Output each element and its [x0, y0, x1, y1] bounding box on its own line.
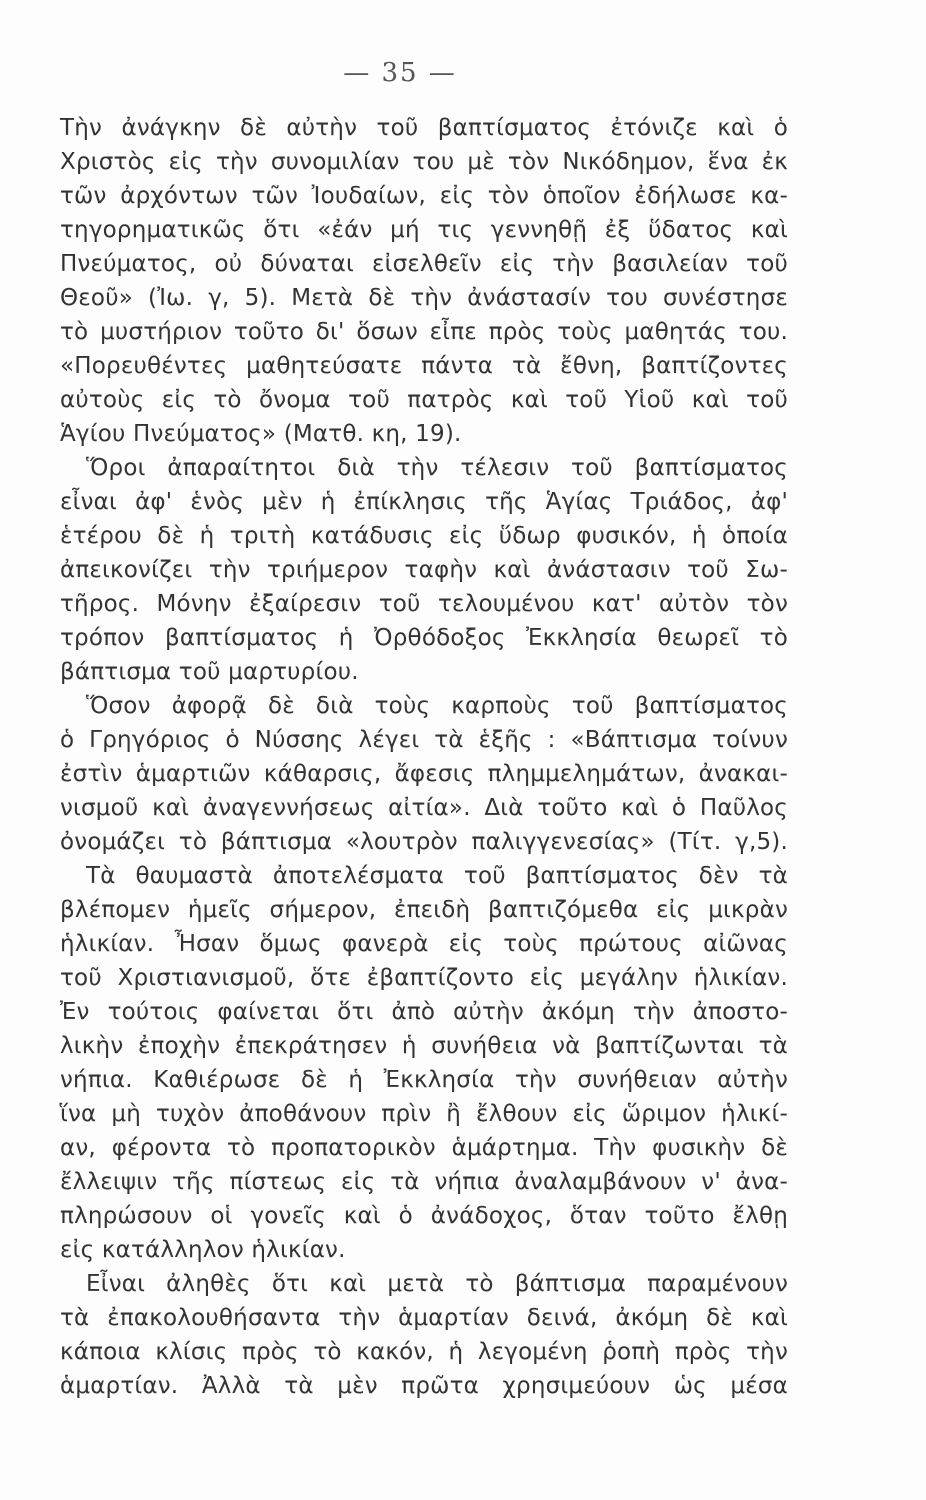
page-number: — 35 —: [343, 58, 457, 88]
text-line: ἔλλειψιν τῆς πίστεως εἰς τὰ νήπια ἀναλαμβάνουν ν' ἀνα-: [60, 1169, 788, 1195]
text-line: νισμοῦ καὶ ἀναγεννήσεως αἰτία». Διὰ τοῦτο καὶ ὁ Παῦλος: [60, 795, 788, 821]
text-line: ἑτέρου δὲ ἡ τριτὴ κατάδυσις εἰς ὕδωρ φυσικόν, ἡ ὁποία: [60, 523, 788, 549]
text-line: Ἁγίου Πνεύματος» (Ματθ. κη, 19).: [60, 421, 462, 447]
body-text: [60, 111, 788, 1403]
text-line: αὐτοὺς εἰς τὸ ὄνομα τοῦ πατρὸς καὶ τοῦ Υἱοῦ καὶ τοῦ: [60, 387, 788, 413]
text-line: «Πορευθέντες μαθητεύσατε πάντα τὰ ἔθνη, βαπτίζοντες: [60, 353, 788, 379]
text-line: ἀπεικονίζει τὴν τριήμερον ταφὴν καὶ ἀνάστασιν τοῦ Σω-: [60, 557, 788, 583]
text-line: ἁμαρτίαν. Ἀλλὰ τὰ μὲν πρῶτα χρησιμεύουν ὡς μέσα: [60, 1373, 788, 1399]
text-line: ἡλικίαν. Ἦσαν ὅμως φανερὰ εἰς τοὺς πρώτους αἰῶνας: [60, 931, 788, 957]
text-line: λικὴν ἐποχὴν ἐπεκράτησεν ἡ συνήθεια νὰ βαπτίζωνται τὰ: [60, 1033, 788, 1059]
text-line: ὁ Γρηγόριος ὁ Νύσσης λέγει τὰ ἑξῆς : «Βάπτισμα τοίνυν: [60, 727, 788, 753]
text-line: τῶν ἀρχόντων τῶν Ἰουδαίων, εἰς τὸν ὁποῖον ἐδήλωσε κα-: [60, 183, 788, 209]
text-line: Ὅροι ἀπαραίτητοι διὰ τὴν τέλεσιν τοῦ βαπτίσματος: [86, 455, 788, 481]
text-line: Χριστὸς εἰς τὴν συνομιλίαν του μὲ τὸν Νικόδημον, ἕνα ἐκ: [60, 149, 788, 175]
text-line: τηγορηματικῶς ὅτι «ἐάν μή τις γεννηθῇ ἐξ ὕδατος καὶ: [60, 217, 788, 243]
text-line: Τὰ θαυμαστὰ ἀποτελέσματα τοῦ βαπτίσματος δὲν τὰ: [86, 863, 788, 889]
text-line: βλέπομεν ἡμεῖς σήμερον, ἐπειδὴ βαπτιζόμεθα εἰς μικρὰν: [60, 897, 788, 923]
text-line: Τὴν ἀνάγκην δὲ αὐτὴν τοῦ βαπτίσματος ἐτόνιζε καὶ ὁ: [60, 115, 788, 141]
text-line: βάπτισμα τοῦ μαρτυρίου.: [60, 659, 359, 685]
text-line: πληρώσουν οἱ γονεῖς καὶ ὁ ἀνάδοχος, ὅταν τοῦτο ἔλθῃ: [60, 1203, 788, 1229]
text-line: τὸ μυστήριον τοῦτο δι' ὅσων εἶπε πρὸς τοὺς μαθητάς του.: [60, 319, 788, 345]
text-line: Ὅσον ἀφορᾷ δὲ διὰ τοὺς καρποὺς τοῦ βαπτίσματος: [86, 693, 788, 719]
text-line: ὀνομάζει τὸ βάπτισμα «λουτρὸν παλιγγενεσίας» (Τίτ. γ,5).: [60, 829, 788, 855]
text-line: τοῦ Χριστιανισμοῦ, ὅτε ἐβαπτίζοντο εἰς μεγάλην ἡλικίαν.: [60, 965, 788, 991]
text-line: νήπια. Καθιέρωσε δὲ ἡ Ἐκκλησία τὴν συνήθειαν αὐτὴν: [60, 1067, 788, 1093]
text-line: τῆρος. Μόνην ἐξαίρεσιν τοῦ τελουμένου κατ' αὐτὸν τὸν: [60, 591, 788, 617]
text-line: Ἐν τούτοις φαίνεται ὅτι ἀπὸ αὐτὴν ἀκόμη τὴν ἀποστο-: [60, 999, 788, 1025]
text-line: Εἶναι ἀληθὲς ὅτι καὶ μετὰ τὸ βάπτισμα παραμένουν: [86, 1271, 788, 1297]
text-line: αν, φέροντα τὸ προπατορικὸν ἁμάρτημα. Τὴν φυσικὴν δὲ: [60, 1135, 788, 1161]
text-line: Πνεύματος, οὐ δύναται εἰσελθεῖν εἰς τὴν βασιλείαν τοῦ: [60, 251, 788, 277]
text-line: τρόπον βαπτίσματος ἡ Ὀρθόδοξος Ἐκκλησία θεωρεῖ τὸ: [60, 625, 788, 651]
text-line: τὰ ἐπακολουθήσαντα τὴν ἁμαρτίαν δεινά, ἀκόμη δὲ καὶ: [60, 1305, 788, 1331]
text-line: κάποια κλίσις πρὸς τὸ κακόν, ἡ λεγομένη ῥοπὴ πρὸς τὴν: [60, 1339, 788, 1365]
text-line: εἰς κατάλληλον ἡλικίαν.: [60, 1237, 346, 1263]
text-line: ἐστὶν ἁμαρτιῶν κάθαρσις, ἄφεσις πλημμελημάτων, ἀνακαι-: [60, 761, 788, 787]
text-line: Θεοῦ» (Ἰω. γ, 5). Μετὰ δὲ τὴν ἀνάστασίν του συνέστησε: [60, 285, 788, 311]
text-line: εἶναι ἀφ' ἑνὸς μὲν ἡ ἐπίκλησις τῆς Ἁγίας Τριάδος, ἀφ': [60, 489, 788, 515]
text-line: ἵνα μὴ τυχὸν ἀποθάνουν πρὶν ἢ ἔλθουν εἰς ὥριμον ἡλικί-: [60, 1101, 788, 1127]
